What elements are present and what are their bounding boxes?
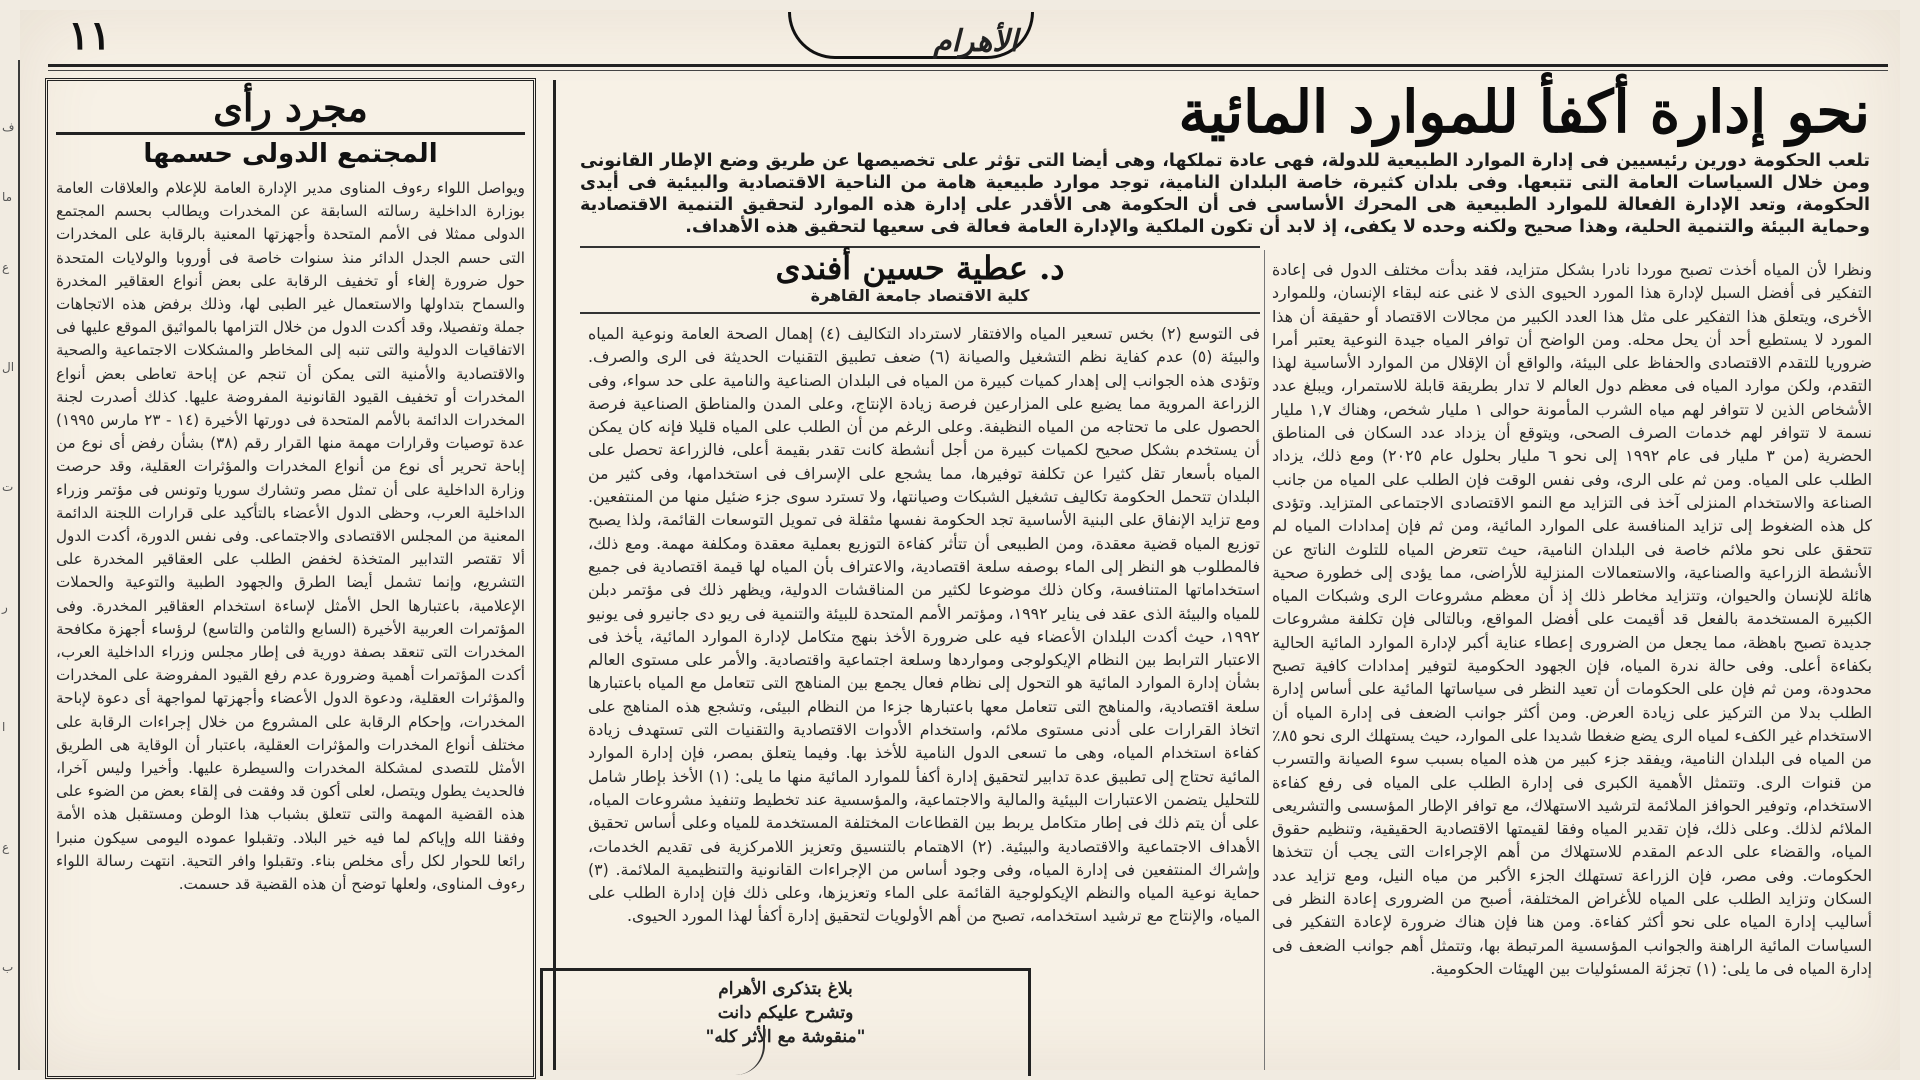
article-headline: نحو إدارة أكفأ للموارد المائية — [1178, 78, 1870, 146]
article-column-left: فى التوسع (٢) بخس تسعير المياه والافتقار لاسترداد التكاليف (٤) إهمال الصحة العامة ونوعية المياه والبيئة (٥) عدم كفاية نظم التشغيل والصيانة (٦) ضعف تطبيق التقنيات الحديثة فى الرى والصرف. وتؤدى هذه الجوانب إلى إهدار كميات كبيرة من المياه فى البلدان الصناعية والنامية على حد سواء، وفى الزراعة المروية مما يضيع على المزارعين فرصة زيادة الإنتاج، وعلى المدن والمناطق الصناعية فرصة الحصول على ما تحتاجه من المياه النظيفة. وعلى الرغم من أن الطلب على المياه قليلا فإنه كان يمكن أن يستخدم بشكل صحيح لكميات كبيرة من أجل أنشطة كانت تقدر بقيمة أعلى، فالزراعة تحصل على المياه بأسعار تقل كثيرا عن تكلفة توفيرها، مما يشجع على الإسراف فى استخدامها، وفى كثير من البلدان تتحمل الحكومة تكاليف تشغيل الشبكات وصيانتها، ولا تسترد سوى جزء ضئيل منها من المنتفعين. ومع تزايد الإنفاق على البنية الأساسية تجد الحكومة نفسها مثقلة فى تمويل التوسعات القائمة، ولذا يصبح توزيع المياه قضية معقدة، ومن الطبيعى أن تتأثر كفاءة التوزيع بعملية معقدة ومكلفة مهمة. ومع ذلك، فالمطلوب هو النظر إلى الماء بوصفه سلعة اقتصادية، والاعتراف بأن المياه لها قيمة اقتصادية فى جميع استخداماتها المتنافسة، وكان ذلك موضوعا لكثير من المناقشات الدولية، ويظهر ذلك فى مؤتمر دبلن للمياه والبيئة الذى عقد فى يناير ١٩٩٢، ومؤتمر الأمم المتحدة للبيئة والتنمية فى ريو دى جانيرو فى يونيو ١٩٩٢، حيث أكدت البلدان الأعضاء فيه على ضرورة الأخذ بنهج متكامل لإدارة الموارد المائية، يأخذ فى الاعتبار الترابط بين النظام الإيكولوجى ومواردها وسلعة اجتماعية واقتصادية. والأمر على مستوى العالم بشأن إدارة الموارد المائية هو التحول إلى نظام فعال يجمع بين المناهج التى تتعامل مع المياه باعتبارها سلعة اقتصادية، والمناهج التى تتعامل معها باعتبارها جزءا من النظام البيئى، وتشجع هذه المناهج على اتخاذ القرارات على أدنى مستوى ملائم، واستخدام الأدوات الاقتصادية والتقنيات التى تستهدف زيادة كفاءة استخدام المياه، وهى ما تسعى الدول النامية للأخذ بها. وفيما يتعلق بمصر، فإن إدارة الموارد المائية تحتاج إلى تطبيق عدة تدابير لتحقيق إدارة أكفأ للموارد المائية منها ما يلى: (١) الأخذ بإطار شامل للتحليل يتضمن الاعتبارات البيئية والمالية والاجتماعية، والمؤسسية عند تخطيط وتنفيذ مشروعات المياه، على أن يتم ذلك فى إطار متكامل يربط بين القطاعات المختلفة المستخدمة للمياه وعلى أساس تحقيق الأهداف الاجتماعية والاقتصادية والبيئية. (٢) الاهتمام بالتنسيق وتعزيز اللامركزية فى تقديم الخدمات، وإشراك المنتفعين فى إدارة المياه، وفى وجود أساس من الإجراءات القانونية والتنظيمية الملائمة. (٣) حماية نوعية المياه والنظم الإيكولوجية القائمة على الماء وتعزيزها، وعلى ذلك فإن إدارة الطلب على المياه، والإنتاج مع ترشيد استخدامه، تصبح من أهم الأولويات لتحقيق إدارة أكفأ لهذا المورد الحيوى. — [588, 324, 1261, 926]
margin-fragment: ر — [2, 600, 8, 614]
margin-fragment: ع — [2, 260, 10, 274]
margin-fragment: ال — [2, 360, 15, 374]
page-number: ١١ — [68, 12, 111, 59]
column-title: مجرد رأى — [56, 85, 525, 135]
margin-fragment: ب — [2, 960, 14, 974]
left-margin-scrap — [0, 60, 20, 1070]
article-column-separator — [1264, 250, 1265, 1070]
author-affiliation: كلية الاقتصاد جامعة القاهرة — [810, 286, 1030, 305]
article-byline — [580, 246, 1260, 314]
article-column-right: ونظرا لأن المياه أخذت تصبح موردا نادرا بشكل متزايد، فقد بدأت مختلف الدول فى إعادة التفكير فى أفضل السبل لإدارة هذا المورد الحيوى الذى لا غنى عنه لبقاء الإنسان، وللموارد الأخرى، ويتعلق هذا التفكير على مثل هذا العدد الكبير من مجالات الاقتصاد أو حقيقة أن هذا المورد لا يستطيع أحد أن يحل محله. ومن الواضح أن توافر المياه جيدة النوعية يعتبر أمرا ضروريا للتقدم الاقتصادى والحفاظ على البيئة، والواقع أن الإقلال من الموارد الأساسية لهذا التقدم، ولكن موارد المياه فى معظم دول العالم لا تدار بطريقة قابلة للاستمرار، ويبلغ عدد الأشخاص الذين لا تتوافر لهم مياه الشرب المأمونة حوالى ١ مليار شخص، وهناك ١,٧ مليار نسمة لا تتوافر لهم خدمات الصرف الصحى، ويتوقع أن يزداد عدد السكان فى المناطق الحضرية (من ٣ مليار فى عام ١٩٩٢ إلى نحو ٦ مليار بحلول عام ٢٠٢٥) ومع ذلك، يزداد الطلب على المياه. ومن ثم على الرى، وفى نفس الوقت فإن الطلب على المياه من جانب الصناعة والاستخدام المنزلى آخذ فى التزايد مع النمو الاقتصادى الاجتماعى المتزايد. وتؤدى كل هذه الضغوط إلى تزايد المنافسة على الموارد المائية، ومن ثم فإن إمدادات المياه لم تتحقق على نحو ملائم خاصة فى البلدان النامية، حيث تتعرض المياه للتلوث الناتج عن الأنشطة الزراعية والصناعية، والاستعمالات المنزلية للأراضى، مما يؤدى إلى خطورة صحية هائلة للإنسان والحيوان، وتتزايد مخاطر ذلك إذ أن معظم مشروعات الرى وشبكات المياه الكبيرة المستخدمة بالفعل قد أقيمت على أفضل المواقع، وبالتالى فإن تكلفة مشروعات جديدة تصبح باهظة، مما يجعل من الضرورى إعطاء عناية أكبر لإدارة الموارد المائية الحالية بكفاءة أعلى. وفى حالة ندرة المياه، فإن الجهود الحكومية لتوفير إمدادات كافية تصبح محدودة، ومن ثم فإن على الحكومات أن تعيد النظر فى سياساتها المائية على أساس إدارة الطلب بدلا من التركيز على زيادة العرض. ومن أكثر جوانب الضعف فى إدارة المياه أن الاستخدام غير الكفء لمياه الرى يضع ضغطا شديدا على الموارد، حيث يستهلك الرى نحو ٨٥٪ من المياه فى البلدان النامية، ويفقد جزء كبير من هذه المياه بسبب سوء الصيانة والتسرب من قنوات الرى. وتتمثل الأهمية الكبرى فى إدارة الطلب على المياه فى رفع كفاءة الاستخدام، وتوفير الحوافز الملائمة لترشيد الاستهلاك، مع توافر الإطار المؤسسى والتشريعى الملائم لذلك. وعلى ذلك، فإن تقدير المياه وفقا لقيمتها الاقتصادية الحقيقية، وتنظيم حقوق المياه، والقضاء على الدعم المقدم للاستهلاك من أهم الإجراءات التى يجب أن تتخذها الحكومات. وفى مصر، فإن الزراعة تستهلك الجزء الأكبر من مياه النيل، ومع تزايد عدد السكان وتزايد الطلب على المياه للأغراض المختلفة، أصبح من الضرورى إعادة النظر فى أساليب إدارة المياه على نحو أكثر كفاءة. ومن هنا فإن هناك ضرورة لإعادة التفكير فى السياسات المائية الراهنة والجوانب المؤسسية المرتبطة بها، وتتمثل أهم جوانب الضعف فى إدارة المياه فى ما يلى: (١) تجزئة المسئوليات بين الهيئات الحكومية. — [1272, 260, 1873, 978]
margin-fragment: ا — [2, 720, 6, 734]
masthead-logo: الأهرام — [933, 24, 1018, 59]
margin-fragment: ف — [2, 120, 15, 134]
author-name: د. عطية حسين أفندى — [775, 249, 1065, 287]
margin-fragment: ع — [2, 840, 10, 854]
notice-line: وتشرح عليكم دانت — [717, 1003, 854, 1023]
column-body: ويواصل اللواء رءوف المناوى مدير الإدارة العامة للإعلام والعلاقات العامة بوزارة الداخلية رسالته السابقة عن المخدرات ويطالب بحسم المجتمع الدولى ممثلا فى الأمم المتحدة وأجهزتها المعنية بالرقابة على المخدرات التى حسم الجدل الدائر منذ سنوات خاصة فى أوروبا والولايات المتحدة حول ضرورة إلغاء أو تخفيف الرقابة على بعض أنواع العقاقير المخدرة والسماح بتداولها والاستعمال غير الطبى لها، وذلك برفض هذه الاتجاهات جملة وتفصيلا، وقد أكدت الدول من خلال التزامها بالمواثيق الموقع عليها فى الاتفاقيات الدولية والتى تنبه إلى المخاطر والمشكلات الاجتماعية والصحية والاقتصادية والأمنية التى يمكن أن تنجم عن إباحة تعاطى بعض أنواع المخدرات أو تخفيف القيود القانونية المفروضة عليها. كذلك أصدرت لجنة المخدرات الدائمة بالأمم المتحدة فى دورتها الأخيرة (١٤ - ٢٣ مارس ١٩٩٥) عدة توصيات وقرارات مهمة منها القرار رقم (٣٨) بشأن رفض أى نوع من إباحة تحرير أى نوع من أنواع المخدرات والمؤثرات العقلية، وقد حرصت وزارة الداخلية على أن تمثل مصر وتشارك سوريا وتونس فى مؤتمر وزراء الداخلية العرب، وحظى الدول الأعضاء بالتأكيد على قرارات اللجنة الدائمة المعنية من المجلس الاقتصادى والاجتماعى. وفى نفس الدورة، أكدت الدول ألا تقتصر التدابير المتخذة لخفض الطلب على العقاقير المخدرة على التشريع، وإنما تشمل أيضا الطرق والجهود الطبية والتوعية والحملات الإعلامية، باعتبارها الحل الأمثل لإساءة استخدام العقاقير المخدرة. وفى المؤتمرات العربية الأخيرة (السابع والثامن والتاسع) لرؤساء أجهزة مكافحة المخدرات التى تنعقد بصفة دورية فى إطار مجلس وزراء الداخلية العرب، أكدت المؤتمرات أهمية وضرورة عدم رفع القيود المفروضة على المخدرات والمؤثرات العقلية، ودعوة الدول الأعضاء وأجهزتها لمواجهة أى دعوة لإباحة المخدرات، وإحكام الرقابة على المشروع من خلال إجراءات الرقابة على مختلف أنواع المخدرات والمؤثرات العقلية، باعتبار أن الوقاية هى الطريق الأمثل للتصدى لمشكلة المخدرات والسيطرة عليها. وأخيرا وليس آخرا، فالحديث يطول ويتصل، لعلى أكون قد وفقت فى إلقاء بعض من الضوء على هذه القضية المهمة والتى تتعلق بشباب هذا الوطن ومستقبل هذه الأمة وفقنا الله وإياكم لما فيه خير البلاد. وتقبلوا عموده اليومى سيكون منبرا رائعا للحوار لكل رأى مخلص بناء. وتقبلوا وافر التحية. انتهت رسالة اللواء رءوف المناوى، ولعلها توضح أن هذه القضية قد حسمت. — [56, 179, 525, 894]
column-divider — [553, 80, 556, 1070]
article-lead: تلعب الحكومة دورين رئيسيين فى إدارة الموارد الطبيعية للدولة، فهى عادة تملكها، وهى أيضا التى تؤثر على تخصيصها عن طريق وضع الإطار القانونى ومن خلال السياسات العامة التى تتبعها. وفى بلدان كثيرة، خاصة البلدان النامية، توجد موارد طبيعية هامة من الناحية الاقتصادية والبيئية فى أيدى الحكومة، وتعد الإدارة الفعالة للموارد الطبيعية هى المحرك الأساسى فى أن الحكومة هى الأقدر على إدارة هذه الموارد لتحقيق التنمية الاقتصادية وحماية البيئة والتنمية الحلية، وهذا صحيح ولكنه وحده لا يكفى، إذ لابد أن تكون الملكية والإدارة العامة فعالة فى سعيها لتحقيق هذه الأهداف. — [580, 151, 1870, 237]
opinion-column — [45, 78, 536, 1079]
margin-fragment: ما — [2, 190, 13, 204]
column-subtitle: المجتمع الدولى حسمها — [143, 139, 438, 169]
notice-line: "منقوشة مع الأثر كله" — [705, 1027, 866, 1047]
notice-ornament — [713, 1025, 765, 1075]
notice-line: بلاغ بتذكرى الأهرام — [718, 979, 853, 999]
page-header — [28, 12, 1898, 68]
header-rule — [48, 64, 1888, 67]
header-rule-thin — [48, 70, 1888, 71]
notice-box — [540, 968, 1031, 1076]
margin-fragment: ت — [2, 480, 14, 494]
